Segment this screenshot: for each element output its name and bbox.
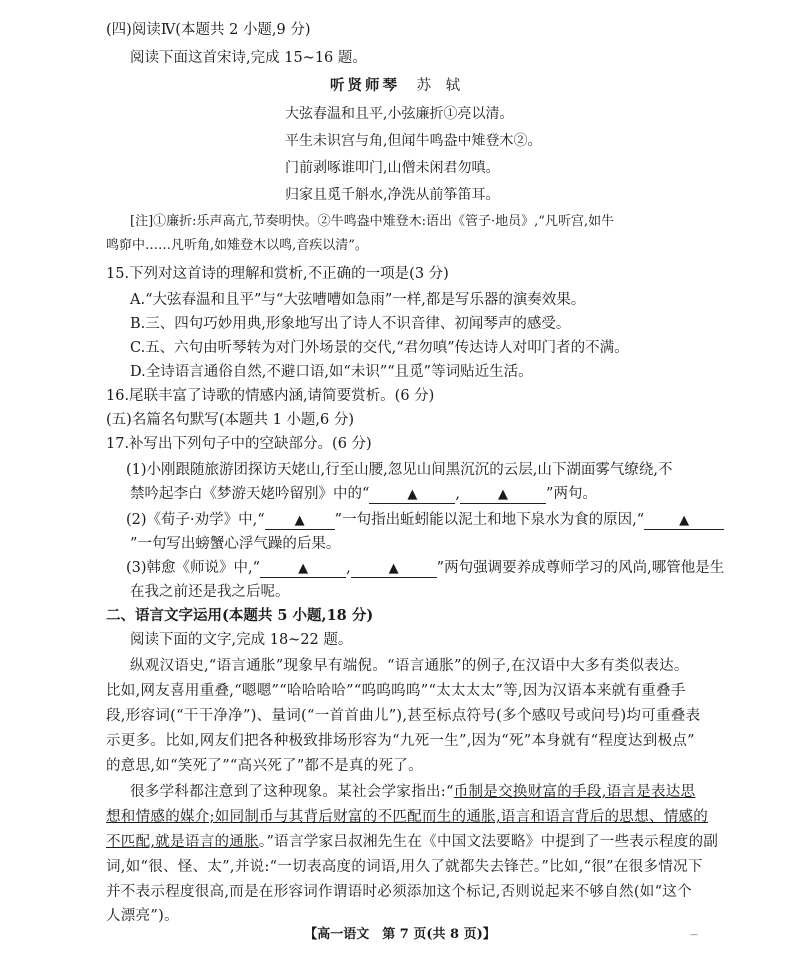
passage-line bbox=[106, 807, 708, 827]
underlined-text: 想和情感的媒介;如同制币与其背后财富的不匹配而生的通胀,语言和语言背后的思想、情感的 bbox=[106, 809, 709, 825]
answer-blank[interactable]: ▲ bbox=[351, 561, 437, 578]
section4-intro: 阅读下面这首宋诗,完成 15~16 题。 bbox=[130, 50, 367, 66]
passage-line: 段,形容词(“干干净净”)、量词(“一首首曲儿”),甚至标点符号(多个感叹号或问号)均可重叠表 bbox=[106, 708, 701, 724]
answer-blank[interactable]: ▲ bbox=[260, 561, 346, 578]
passage-line: 并不表示程度很高,而是在形容词作谓语时必须添加这个标记,否则说起来不够自然(如“这个 bbox=[106, 884, 692, 900]
text: ”一句指出蚯蚓能以泥土和地下泉水为食的原因,“ bbox=[334, 512, 645, 528]
answer-blank[interactable]: ▲ bbox=[460, 487, 546, 504]
question-17: 17.补写出下列句子中的空缺部分。(6 分) bbox=[106, 436, 372, 452]
passage-line: 的意思,如“笑死了”“高兴死了”都不是真的死了。 bbox=[106, 758, 423, 774]
option-a: A.“大弦春温和且平”与“大弦嘈嘈如急雨”一样,都是写乐器的演奏效果。 bbox=[130, 292, 586, 308]
passage-line bbox=[130, 782, 695, 802]
poem-line: 平生未识宫与角,但闻牛鸣盎中雉登木②。 bbox=[285, 133, 542, 149]
passage-line: 词,如“很、怪、太”,并说:“一切表高度的词语,用久了就都失去锋芒。”比如,“很”在很多情况下 bbox=[106, 859, 703, 875]
poem-title: 听贤师琴 bbox=[330, 77, 400, 94]
poem-author: 苏 轼 bbox=[416, 78, 461, 94]
text: , bbox=[455, 486, 461, 502]
text: , bbox=[346, 560, 351, 576]
poem-line: 大弦春温和且平,小弦廉折①亮以清。 bbox=[285, 106, 514, 122]
q17-item-1: (1)小刚跟随旅游团探访天姥山,行至山腰,忽见山间黑沉沉的云层,山下湖面雾气缭绕,不 bbox=[126, 462, 673, 478]
passage-line: 比如,网友喜用重叠,“嗯嗯”“哈哈哈哈”“呜呜呜呜”“太太太太”等,因为汉语本来就有重叠手 bbox=[106, 683, 686, 699]
poem-line: 门前剥啄谁叩门,山僧未闲君勿嗔。 bbox=[285, 160, 500, 176]
part2-heading: 二、语言文字运用(本题共 5 小题,18 分) bbox=[106, 607, 374, 624]
question-16: 16.尾联丰富了诗歌的情感内涵,请简要赏析。(6 分) bbox=[106, 388, 435, 404]
underlined-text: 不匹配,就是语言的通胀 bbox=[106, 834, 259, 850]
text: 禁吟起李白《梦游天姥吟留别》中的“ bbox=[130, 486, 370, 502]
answer-blank[interactable]: ▲ bbox=[644, 513, 724, 530]
poem-line: 归家且觅千斛水,净洗从前筝笛耳。 bbox=[285, 187, 500, 203]
poem-heading bbox=[330, 76, 460, 96]
passage-line: 纵观汉语史,“语言通胀”现象早有端倪。“语言通胀”的例子,在汉语中大多有类似表达。 bbox=[130, 658, 689, 674]
poem-note: [注]①廉折:乐声高亢,节奏明快。②牛鸣盎中雉登木:语出《管子·地员》,“凡听宫,如牛 bbox=[130, 214, 615, 229]
part2-intro: 阅读下面的文字,完成 18~22 题。 bbox=[130, 632, 353, 648]
text: ”两句。 bbox=[546, 486, 597, 502]
poem-note: 鸣窌中……凡听角,如雉登木以鸣,音疾以清”。 bbox=[106, 238, 368, 253]
option-b: B.三、四句巧妙用典,形象地写出了诗人不识音律、初闻琴声的感受。 bbox=[130, 316, 571, 332]
section5-heading: (五)名篇名句默写(本题共 1 小题,6 分) bbox=[106, 412, 355, 428]
corner-mark: — bbox=[690, 930, 698, 939]
q17-item-3 bbox=[126, 558, 724, 578]
page-footer: 【高一语文 第 7 页(共 8 页)】 bbox=[304, 927, 496, 942]
option-c: C.五、六句由听琴转为对门外场景的交代,“君勿嗔”传达诗人对叩门者的不满。 bbox=[130, 340, 629, 356]
section4-heading: (四)阅读Ⅳ(本题共 2 小题,9 分) bbox=[106, 22, 311, 38]
text: (3)韩愈《师说》中,“ bbox=[126, 560, 261, 576]
passage-line bbox=[106, 832, 718, 852]
q17-item-1-cont bbox=[130, 484, 597, 504]
text: (2)《荀子·劝学》中,“ bbox=[126, 512, 265, 528]
text: 。”语言学家吕叔湘先生在《中国文法要略》中提到了一些表示程度的副 bbox=[258, 834, 719, 850]
answer-blank[interactable]: ▲ bbox=[369, 487, 455, 504]
passage-line: 示更多。比如,网友们把各种极致排场形容为“九死一生”,因为“死”本身就有“程度达到极点” bbox=[106, 733, 695, 749]
text: ”两句强调要养成尊师学习的风尚,哪管他是生 bbox=[436, 560, 725, 576]
q17-item-3-cont: 在我之前还是我之后呢。 bbox=[130, 584, 290, 600]
q17-item-2 bbox=[126, 510, 724, 530]
passage-line: 人漂亮”)。 bbox=[106, 908, 179, 924]
q17-item-2-cont: ”一句写出螃蟹心浮气躁的后果。 bbox=[130, 536, 341, 552]
underlined-text: 币制是交换财富的手段,语言是表达思 bbox=[453, 784, 696, 800]
text: 很多学科都注意到了这种现象。某社会学家指出:“ bbox=[130, 784, 454, 800]
question-15: 15.下列对这首诗的理解和赏析,不正确的一项是(3 分) bbox=[106, 266, 449, 282]
answer-blank[interactable]: ▲ bbox=[265, 513, 335, 530]
option-d: D.全诗语言通俗自然,不避口语,如“未识”“且觅”等词贴近生活。 bbox=[130, 364, 533, 380]
